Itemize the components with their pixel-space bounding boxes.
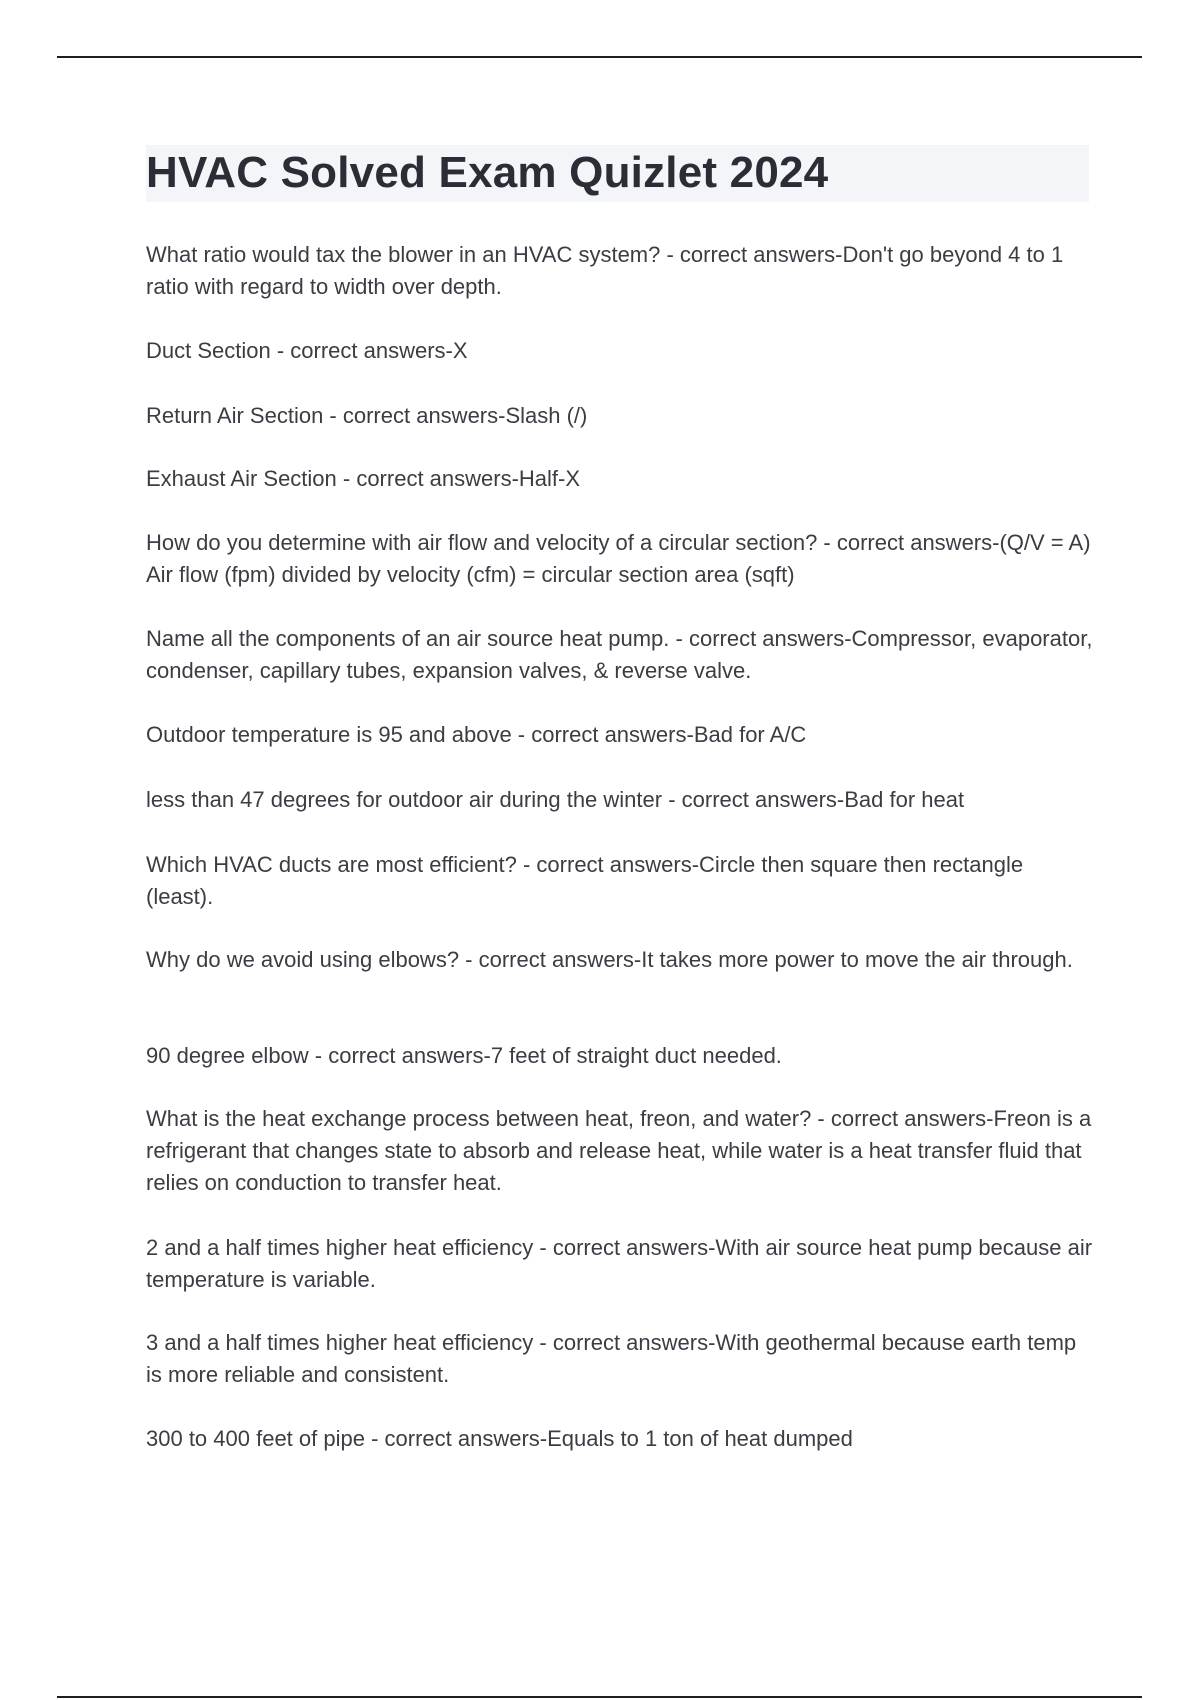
qa-item-3: Return Air Section - correct answers-Slash (/)	[146, 403, 588, 428]
qa-item-12: What is the heat exchange process between heat, freon, and water? - correct answers-Freon is a refrigerant that changes state to absorb and release heat, while water is a heat transfer fluid that relies on conduction to transfer heat.	[146, 1106, 1092, 1195]
qa-item-10: Why do we avoid using elbows? - correct answers-It takes more power to move the air through.	[146, 947, 1073, 972]
qa-item-8: less than 47 degrees for outdoor air during the winter - correct answers-Bad for heat	[146, 787, 965, 812]
qa-item-1: What ratio would tax the blower in an HVAC system? - correct answers-Don't go beyond 4 to 1 ratio with regard to width over depth.	[146, 242, 1064, 299]
qa-item-15: 300 to 400 feet of pipe - correct answers-Equals to 1 ton of heat dumped	[146, 1426, 853, 1451]
top-divider	[57, 56, 1142, 58]
qa-item-2: Duct Section - correct answers-X	[146, 338, 468, 363]
qa-item-7: Outdoor temperature is 95 and above - correct answers-Bad for A/C	[146, 722, 807, 747]
qa-item-11: 90 degree elbow - correct answers-7 feet of straight duct needed.	[146, 1043, 782, 1068]
qa-item-4: Exhaust Air Section - correct answers-Half-X	[146, 466, 581, 491]
bottom-divider	[57, 1696, 1142, 1698]
qa-item-9: Which HVAC ducts are most efficient? - correct answers-Circle then square then rectangle (least).	[146, 852, 1024, 909]
qa-item-6: Name all the components of an air source heat pump. - correct answers-Compressor, evaporator, condenser, capillary tubes, expansion valves, & reverse valve.	[146, 626, 1093, 683]
page-title: HVAC Solved Exam Quizlet 2024	[146, 148, 829, 197]
qa-item-14: 3 and a half times higher heat efficiency - correct answers-With geothermal because earth temp is more reliable and consistent.	[146, 1330, 1077, 1387]
qa-item-5: How do you determine with air flow and velocity of a circular section? - correct answers-(Q/V = A) Air flow (fpm) divided by velocity (cfm) = circular section area (sqft)	[146, 530, 1091, 587]
qa-item-13: 2 and a half times higher heat efficiency - correct answers-With air source heat pump because air temperature is variable.	[146, 1235, 1093, 1292]
